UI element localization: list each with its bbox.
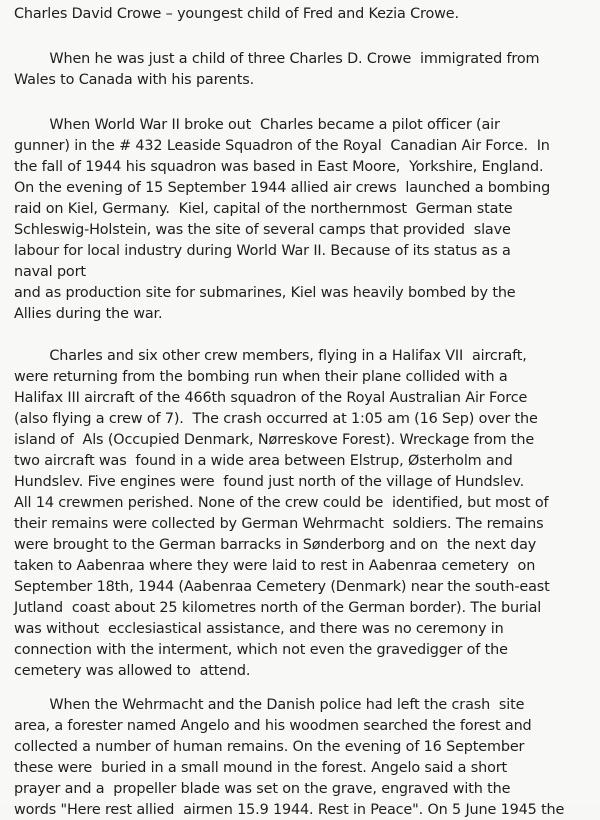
text-line: Halifax III aircraft of the 466th squadron of the Royal Australian Air Force: [14, 390, 528, 406]
text-line: All 14 crewmen perished. None of the crew could be identified, but most of: [14, 495, 549, 511]
text-line: these were buried in a small mound in the forest. Angelo said a short: [14, 760, 507, 776]
text-line: Hundslev. Five engines were found just north of the village of Hundslev.: [14, 474, 525, 490]
text-line: When he was just a child of three Charles D. Crowe immigrated from: [14, 51, 540, 67]
text-line: (also flying a crew of 7). The crash occurred at 1:05 am (16 Sep) over the: [14, 411, 538, 427]
text-line: area, a forester named Angelo and his woodmen searched the forest and: [14, 718, 532, 734]
text-line: their remains were collected by German Wehrmacht soldiers. The remains: [14, 516, 544, 532]
text-line: gunner) in the # 432 Leaside Squadron of the Royal Canadian Air Force. In: [14, 138, 550, 154]
text-line: When the Wehrmacht and the Danish police had left the crash site: [14, 697, 525, 713]
text-line: raid on Kiel, Germany. Kiel, capital of the northernmost German state: [14, 201, 513, 217]
text-line: two aircraft was found in a wide area between Elstrup, Østerholm and: [14, 453, 513, 469]
text-line: connection with the interment, which not even the gravedigger of the: [14, 642, 508, 658]
text-line: labour for local industry during World War II. Because of its status as a: [14, 243, 511, 259]
title-line: Charles David Crowe – youngest child of Fred and Kezia Crowe.: [14, 6, 459, 22]
text-line: cemetery was allowed to attend.: [14, 663, 251, 679]
text-line: and as production site for submarines, Kiel was heavily bombed by the: [14, 285, 516, 301]
text-line: September 18th, 1944 (Aabenraa Cemetery (Denmark) near the south-east: [14, 579, 550, 595]
text-line: words "Here rest allied airmen 15.9 1944. Rest in Peace". On 5 June 1945 the: [14, 802, 565, 818]
text-line: prayer and a propeller blade was set on the grave, engraved with the: [14, 781, 511, 797]
text-line: Schleswig-Holstein, was the site of several camps that provided slave: [14, 222, 511, 238]
text-line: was without ecclesiastical assistance, and there was no ceremony in: [14, 621, 504, 637]
text-line: collected a number of human remains. On the evening of 16 September: [14, 739, 525, 755]
text-line: taken to Aabenraa where they were laid to rest in Aabenraa cemetery on: [14, 558, 536, 574]
text-line: naval port: [14, 264, 86, 280]
text-line: were returning from the bombing run when their plane collided with a: [14, 369, 508, 385]
text-line: When World War II broke out Charles became a pilot officer (air: [14, 117, 500, 133]
text-line: were brought to the German barracks in Sønderborg and on the next day: [14, 537, 537, 553]
text-line: Jutland coast about 25 kilometres north of the German border). The burial: [14, 600, 542, 616]
text-line: the fall of 1944 his squadron was based in East Moore, Yorkshire, England.: [14, 159, 544, 175]
text-line: Allies during the war.: [14, 306, 163, 322]
text-line: On the evening of 15 September 1944 allied air crews launched a bombing: [14, 180, 551, 196]
text-line: Wales to Canada with his parents.: [14, 72, 254, 88]
text-line: island of Als (Occupied Denmark, Nørreskove Forest). Wreckage from the: [14, 432, 535, 448]
text-line: Charles and six other crew members, flying in a Halifax VII aircraft,: [14, 348, 527, 364]
